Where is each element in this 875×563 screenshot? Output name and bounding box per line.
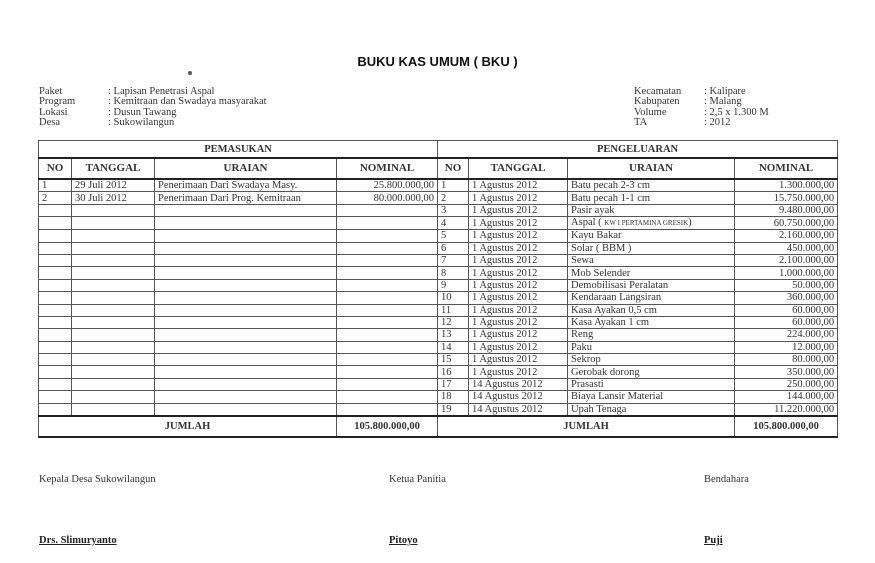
out-no-cell: 9 bbox=[438, 279, 469, 291]
out-uraian-cell bbox=[568, 354, 735, 366]
in-nominal-cell: 25.800.000,00 bbox=[337, 179, 438, 192]
out-no-cell: 19 bbox=[438, 403, 469, 416]
in-nominal-cell bbox=[337, 204, 438, 216]
section-title-pengeluaran: PENGELUARAN bbox=[438, 141, 838, 159]
in-nominal-cell bbox=[337, 267, 438, 279]
out-uraian-text: Kendaraan Langsiran bbox=[571, 292, 662, 304]
out-tanggal-cell: 1 Agustus 2012 bbox=[469, 304, 568, 316]
col-header-nominal-out: NOMINAL bbox=[735, 158, 838, 179]
table-row bbox=[39, 217, 838, 230]
out-tanggal-cell: 1 Agustus 2012 bbox=[469, 341, 568, 353]
out-tanggal-cell: 1 Agustus 2012 bbox=[469, 192, 568, 204]
total-value-pemasukan: 105.800.000,00 bbox=[337, 416, 438, 437]
info-left bbox=[39, 87, 339, 131]
col-header-uraian-in: URAIAN bbox=[155, 158, 337, 179]
info-value-paket: : Lapisan Penetrasi Aspal bbox=[108, 86, 215, 97]
info-value-kabupaten: : Malang bbox=[704, 96, 742, 108]
signature-name-kepala-desa: Drs. Slimuryanto bbox=[39, 535, 117, 546]
out-nominal-cell: 1.300.000,00 bbox=[735, 179, 838, 192]
out-no-cell: 5 bbox=[438, 230, 469, 242]
table-row bbox=[39, 279, 838, 291]
in-uraian-cell bbox=[155, 279, 337, 291]
out-uraian-text: Kasa Ayakan 0,5 cm bbox=[571, 304, 657, 316]
out-nominal-cell: 2.100.000,00 bbox=[735, 254, 838, 266]
table-row bbox=[39, 316, 838, 328]
table-row bbox=[39, 304, 838, 316]
out-uraian-cell bbox=[568, 292, 735, 304]
out-uraian-text: Sewa bbox=[571, 255, 594, 267]
out-nominal-cell: 360.000,00 bbox=[735, 292, 838, 304]
out-uraian-text: Paku bbox=[571, 341, 593, 353]
out-tanggal-cell: 1 Agustus 2012 bbox=[469, 230, 568, 242]
in-uraian-cell bbox=[155, 366, 337, 378]
in-uraian-cell bbox=[155, 267, 337, 279]
out-uraian-cell bbox=[568, 267, 735, 279]
out-uraian-text: Demobilisasi Peralatan bbox=[571, 279, 669, 291]
info-label-volume: Volume bbox=[634, 106, 667, 118]
out-uraian-cell bbox=[568, 366, 735, 378]
out-tanggal-cell: 1 Agustus 2012 bbox=[469, 242, 568, 254]
in-no-cell bbox=[39, 230, 72, 242]
out-uraian-cell bbox=[568, 254, 735, 266]
out-nominal-cell: 15.750.000,00 bbox=[735, 192, 838, 204]
section-title-pemasukan: PEMASUKAN bbox=[39, 141, 438, 159]
out-uraian-cell bbox=[568, 230, 735, 242]
table-row bbox=[39, 329, 838, 341]
info-right bbox=[634, 87, 834, 131]
in-tanggal-cell bbox=[72, 254, 155, 266]
in-tanggal-cell bbox=[72, 292, 155, 304]
in-no-cell bbox=[39, 267, 72, 279]
in-no-cell bbox=[39, 329, 72, 341]
in-no-cell bbox=[39, 204, 72, 216]
out-no-cell: 1 bbox=[438, 179, 469, 192]
out-no-cell: 12 bbox=[438, 316, 469, 328]
in-nominal-cell bbox=[337, 254, 438, 266]
out-tanggal-cell: 14 Agustus 2012 bbox=[469, 403, 568, 416]
info-label-kabupaten: Kabupaten bbox=[634, 96, 680, 108]
info-value-program: : Kemitraan dan Swadaya masyarakat bbox=[108, 96, 267, 108]
out-no-cell: 8 bbox=[438, 267, 469, 279]
col-header-nominal-in: NOMINAL bbox=[337, 158, 438, 179]
out-uraian-text: Mob Selender bbox=[571, 267, 631, 279]
table-row bbox=[39, 179, 838, 192]
in-tanggal-cell bbox=[72, 267, 155, 279]
out-no-cell: 14 bbox=[438, 341, 469, 353]
in-uraian-cell bbox=[155, 403, 337, 416]
out-tanggal-cell: 1 Agustus 2012 bbox=[469, 279, 568, 291]
in-uraian-cell bbox=[155, 204, 337, 216]
table-row bbox=[39, 403, 838, 416]
in-tanggal-cell bbox=[72, 341, 155, 353]
in-no-cell bbox=[39, 391, 72, 403]
out-no-cell: 15 bbox=[438, 354, 469, 366]
out-uraian-cell bbox=[568, 192, 735, 204]
in-uraian-cell: Penerimaan Dari Swadaya Masy. bbox=[155, 179, 337, 192]
out-uraian-text: Pasir ayak bbox=[571, 204, 615, 216]
out-nominal-cell: 350.000,00 bbox=[735, 366, 838, 378]
signature-role-kepala-desa: Kepala Desa Sukowilangun bbox=[39, 474, 156, 485]
bku-table-body bbox=[39, 179, 838, 416]
out-no-cell: 2 bbox=[438, 192, 469, 204]
out-nominal-cell: 60.000,00 bbox=[735, 316, 838, 328]
table-row bbox=[39, 378, 838, 390]
in-nominal-cell bbox=[337, 378, 438, 390]
out-uraian-cell bbox=[568, 378, 735, 390]
out-tanggal-cell: 1 Agustus 2012 bbox=[469, 217, 568, 230]
table-row bbox=[39, 254, 838, 266]
out-no-cell: 11 bbox=[438, 304, 469, 316]
in-nominal-cell bbox=[337, 292, 438, 304]
info-label-ta: TA bbox=[634, 117, 648, 129]
in-nominal-cell bbox=[337, 304, 438, 316]
in-uraian-cell bbox=[155, 304, 337, 316]
out-uraian-cell bbox=[568, 179, 735, 192]
table-row bbox=[39, 267, 838, 279]
out-uraian-small-text: KW I PERTAMINA GRESIK bbox=[604, 219, 689, 228]
info-value-volume: : 2,5 x 1.300 M bbox=[704, 106, 769, 118]
out-uraian-cell bbox=[568, 403, 735, 416]
in-uraian-cell: Penerimaan Dari Prog. Kemitraan bbox=[155, 192, 337, 204]
in-tanggal-cell bbox=[72, 217, 155, 230]
in-nominal-cell bbox=[337, 329, 438, 341]
out-no-cell: 4 bbox=[438, 217, 469, 230]
out-uraian-cell bbox=[568, 242, 735, 254]
out-nominal-cell: 9.480.000,00 bbox=[735, 204, 838, 216]
info-value-lokasi: : Dusun Tawang bbox=[108, 106, 177, 118]
in-tanggal-cell bbox=[72, 378, 155, 390]
in-tanggal-cell bbox=[72, 354, 155, 366]
out-nominal-cell: 224.000,00 bbox=[735, 329, 838, 341]
in-tanggal-cell bbox=[72, 403, 155, 416]
out-tanggal-cell: 1 Agustus 2012 bbox=[469, 204, 568, 216]
in-nominal-cell bbox=[337, 316, 438, 328]
out-uraian-text: Kayu Bakar bbox=[571, 230, 622, 242]
col-header-no-out: NO bbox=[438, 158, 469, 179]
info-label-program: Program bbox=[39, 96, 76, 108]
out-uraian-text: Sekrop bbox=[571, 354, 601, 366]
in-uraian-cell bbox=[155, 354, 337, 366]
in-no-cell bbox=[39, 279, 72, 291]
out-uraian-text: Biaya Lansir Material bbox=[571, 391, 664, 403]
total-label-pengeluaran: JUMLAH bbox=[438, 416, 735, 437]
in-tanggal-cell bbox=[72, 242, 155, 254]
col-header-tanggal-in: TANGGAL bbox=[72, 158, 155, 179]
document-title: BUKU KAS UMUM ( BKU ) bbox=[357, 54, 518, 69]
table-row bbox=[39, 354, 838, 366]
in-no-cell bbox=[39, 366, 72, 378]
in-uraian-cell bbox=[155, 391, 337, 403]
out-tanggal-cell: 1 Agustus 2012 bbox=[469, 316, 568, 328]
table-row bbox=[39, 292, 838, 304]
col-header-uraian-out: URAIAN bbox=[568, 158, 735, 179]
out-nominal-cell: 2.160.000,00 bbox=[735, 230, 838, 242]
out-nominal-cell: 12.000,00 bbox=[735, 341, 838, 353]
out-tanggal-cell: 1 Agustus 2012 bbox=[469, 179, 568, 192]
in-no-cell: 1 bbox=[39, 179, 72, 192]
col-header-no-in: NO bbox=[39, 158, 72, 179]
in-uraian-cell bbox=[155, 217, 337, 230]
table-row bbox=[39, 242, 838, 254]
in-no-cell bbox=[39, 316, 72, 328]
out-tanggal-cell: 1 Agustus 2012 bbox=[469, 254, 568, 266]
in-nominal-cell: 80.000.000,00 bbox=[337, 192, 438, 204]
out-uraian-cell bbox=[568, 316, 735, 328]
out-nominal-cell: 144.000,00 bbox=[735, 391, 838, 403]
bku-table bbox=[38, 140, 838, 438]
out-no-cell: 10 bbox=[438, 292, 469, 304]
info-value-kecamatan: : Kalipare bbox=[704, 86, 746, 97]
in-no-cell bbox=[39, 242, 72, 254]
in-nominal-cell bbox=[337, 403, 438, 416]
in-tanggal-cell bbox=[72, 279, 155, 291]
out-no-cell: 6 bbox=[438, 242, 469, 254]
table-row bbox=[39, 366, 838, 378]
in-tanggal-cell bbox=[72, 304, 155, 316]
in-no-cell bbox=[39, 217, 72, 230]
out-no-cell: 7 bbox=[438, 254, 469, 266]
in-tanggal-cell: 29 Juli 2012 bbox=[72, 179, 155, 192]
table-row bbox=[39, 391, 838, 403]
out-uraian-cell bbox=[568, 391, 735, 403]
in-uraian-cell bbox=[155, 254, 337, 266]
in-nominal-cell bbox=[337, 366, 438, 378]
out-uraian-cell bbox=[568, 204, 735, 216]
in-nominal-cell bbox=[337, 279, 438, 291]
info-label-kecamatan: Kecamatan bbox=[634, 86, 682, 97]
in-nominal-cell bbox=[337, 354, 438, 366]
in-uraian-cell bbox=[155, 316, 337, 328]
out-tanggal-cell: 1 Agustus 2012 bbox=[469, 292, 568, 304]
in-no-cell bbox=[39, 354, 72, 366]
out-nominal-cell: 50.000,00 bbox=[735, 279, 838, 291]
in-no-cell bbox=[39, 304, 72, 316]
in-tanggal-cell bbox=[72, 391, 155, 403]
in-uraian-cell bbox=[155, 329, 337, 341]
in-uraian-cell bbox=[155, 341, 337, 353]
out-no-cell: 16 bbox=[438, 366, 469, 378]
signature-name-ketua-panitia: Pitoyo bbox=[389, 535, 418, 546]
in-tanggal-cell bbox=[72, 230, 155, 242]
in-no-cell bbox=[39, 403, 72, 416]
signature-name-bendahara: Puji bbox=[704, 535, 723, 546]
out-tanggal-cell: 14 Agustus 2012 bbox=[469, 391, 568, 403]
signature-role-ketua-panitia: Ketua Panitia bbox=[389, 474, 446, 485]
out-no-cell: 17 bbox=[438, 378, 469, 390]
in-uraian-cell bbox=[155, 378, 337, 390]
out-uraian-text: Batu pecah 1-1 cm bbox=[571, 192, 651, 204]
in-uraian-cell bbox=[155, 242, 337, 254]
in-nominal-cell bbox=[337, 242, 438, 254]
table-row bbox=[39, 204, 838, 216]
out-uraian-cell bbox=[568, 217, 735, 230]
out-tanggal-cell: 1 Agustus 2012 bbox=[469, 354, 568, 366]
out-uraian-text: Kasa Ayakan 1 cm bbox=[571, 317, 650, 329]
info-label-lokasi: Lokasi bbox=[39, 106, 68, 118]
out-uraian-cell bbox=[568, 341, 735, 353]
out-uraian-text: Batu pecah 2-3 cm bbox=[571, 180, 651, 192]
in-nominal-cell bbox=[337, 217, 438, 230]
in-tanggal-cell bbox=[72, 366, 155, 378]
out-uraian-cell bbox=[568, 279, 735, 291]
out-nominal-cell: 250.000,00 bbox=[735, 378, 838, 390]
out-uraian-text: Aspal ( bbox=[571, 217, 602, 229]
out-nominal-cell: 60.000,00 bbox=[735, 304, 838, 316]
info-value-desa: : Sukowilangun bbox=[108, 117, 175, 129]
out-uraian-end-text: ) bbox=[688, 217, 692, 229]
info-label-paket: Paket bbox=[39, 86, 63, 97]
bullet-dot bbox=[188, 71, 192, 75]
out-uraian-text: Prasasti bbox=[571, 379, 604, 391]
total-value-pengeluaran: 105.800.000,00 bbox=[735, 416, 838, 437]
in-nominal-cell bbox=[337, 391, 438, 403]
in-no-cell bbox=[39, 254, 72, 266]
info-value-ta: : 2012 bbox=[704, 117, 731, 129]
out-uraian-text: Gerobak dorong bbox=[571, 366, 640, 378]
out-uraian-text: Upah Tenaga bbox=[571, 403, 627, 415]
out-no-cell: 13 bbox=[438, 329, 469, 341]
out-nominal-cell: 80.000,00 bbox=[735, 354, 838, 366]
out-tanggal-cell: 14 Agustus 2012 bbox=[469, 378, 568, 390]
out-uraian-text: Reng bbox=[571, 329, 594, 341]
in-nominal-cell bbox=[337, 341, 438, 353]
in-tanggal-cell bbox=[72, 204, 155, 216]
out-nominal-cell: 1.000.000,00 bbox=[735, 267, 838, 279]
out-no-cell: 3 bbox=[438, 204, 469, 216]
out-uraian-cell bbox=[568, 329, 735, 341]
table-row bbox=[39, 230, 838, 242]
total-label-pemasukan: JUMLAH bbox=[39, 416, 337, 437]
out-no-cell: 18 bbox=[438, 391, 469, 403]
in-no-cell: 2 bbox=[39, 192, 72, 204]
signature-role-bendahara: Bendahara bbox=[704, 474, 749, 485]
in-uraian-cell bbox=[155, 292, 337, 304]
out-nominal-cell: 11.220.000,00 bbox=[735, 403, 838, 416]
col-header-tanggal-out: TANGGAL bbox=[469, 158, 568, 179]
out-uraian-text: Solar ( BBM ) bbox=[571, 242, 632, 254]
info-label-desa: Desa bbox=[39, 117, 60, 129]
in-tanggal-cell bbox=[72, 329, 155, 341]
out-tanggal-cell: 1 Agustus 2012 bbox=[469, 366, 568, 378]
in-no-cell bbox=[39, 341, 72, 353]
out-uraian-cell bbox=[568, 304, 735, 316]
in-tanggal-cell: 30 Juli 2012 bbox=[72, 192, 155, 204]
in-no-cell bbox=[39, 378, 72, 390]
out-tanggal-cell: 1 Agustus 2012 bbox=[469, 267, 568, 279]
table-row bbox=[39, 341, 838, 353]
in-nominal-cell bbox=[337, 230, 438, 242]
in-no-cell bbox=[39, 292, 72, 304]
out-nominal-cell: 60.750.000,00 bbox=[735, 217, 838, 230]
table-row bbox=[39, 192, 838, 204]
in-uraian-cell bbox=[155, 230, 337, 242]
out-nominal-cell: 450.000,00 bbox=[735, 242, 838, 254]
out-tanggal-cell: 1 Agustus 2012 bbox=[469, 329, 568, 341]
in-tanggal-cell bbox=[72, 316, 155, 328]
